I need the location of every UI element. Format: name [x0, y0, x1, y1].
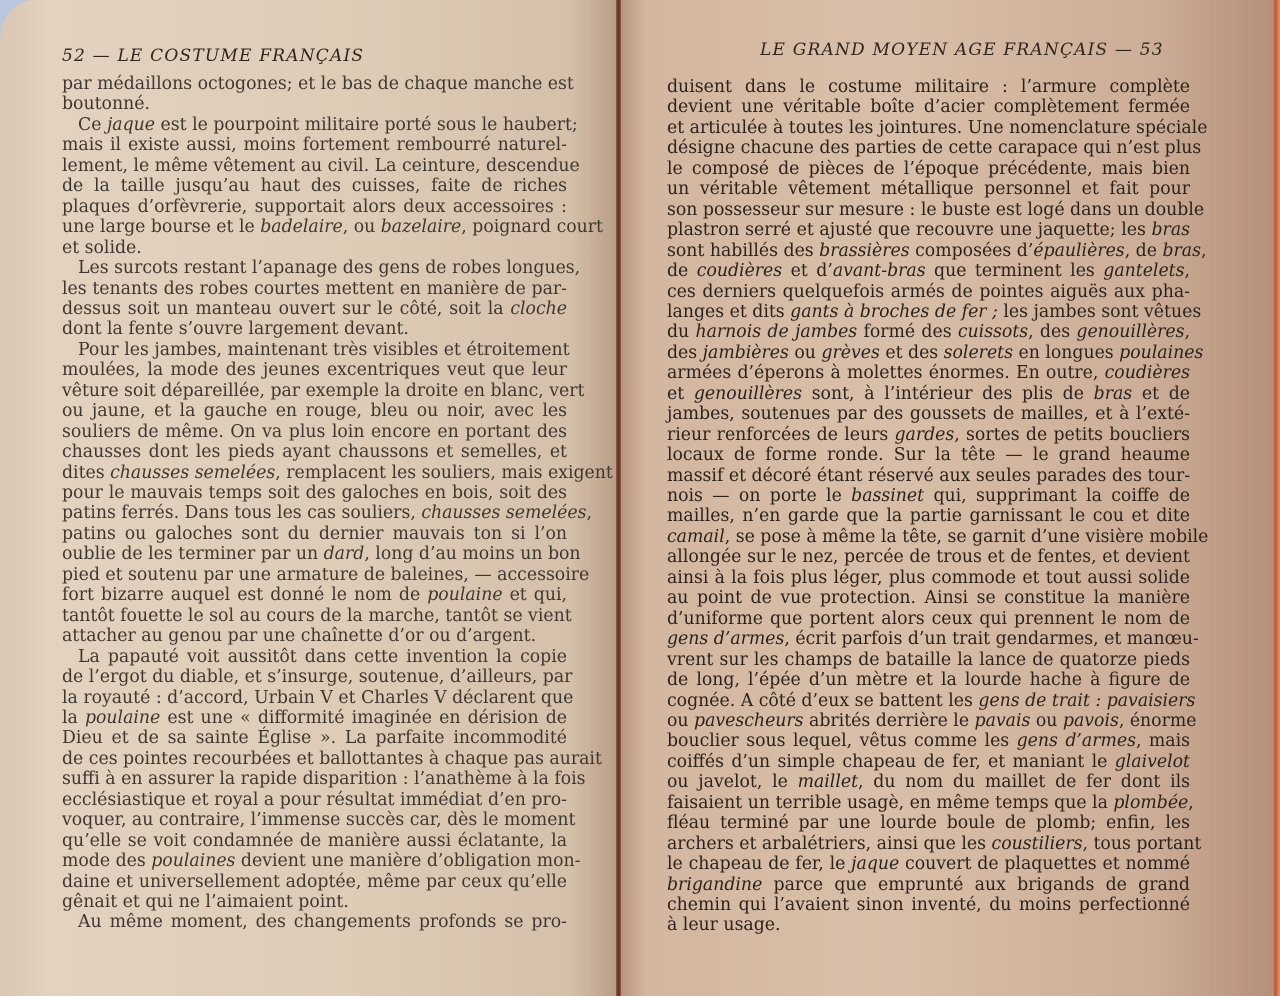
text-line: cognée. A côté d’eux se battent les gens de trait : pavaisiers	[667, 690, 1196, 711]
text-line: coiffés d’un simple chapeau de fer, et maniant le glaivelot	[667, 751, 1190, 772]
text-line: à leur usage.	[667, 915, 781, 936]
text-line: au point de vue protection. Ainsi se constitue la manière	[667, 588, 1190, 609]
italic-term: gens d’armes	[667, 629, 785, 650]
italic-term: coudières	[1104, 363, 1190, 384]
text-line: attacher au genou par une chaînette d’or ou d’argent.	[62, 626, 537, 647]
text-line: des jambières ou grèves et des solerets en longues poulaines	[667, 342, 1204, 363]
italic-term: jaque	[106, 114, 156, 135]
text-line: désigne chacune des parties de cette carapace qui n’est plus	[667, 138, 1202, 159]
text-line: ces derniers quelquefois armés de pointes aiguës aux pha-	[667, 281, 1190, 302]
text-line: duisent dans le costume militaire : l’armure complète	[667, 77, 1190, 97]
text-line: Ce jaque est le pourpoint militaire porté sous le haubert;	[78, 114, 578, 135]
italic-term: pavescheurs	[694, 710, 804, 731]
italic-term: dard	[323, 544, 365, 565]
italic-term: gants à broches de fer ;	[790, 301, 998, 322]
text-line: de long, l’épée d’un mètre et la lourde hache à figure de	[667, 670, 1190, 691]
left-running-head: 52 — LE COSTUME FRANÇAIS	[62, 46, 365, 66]
text-line: lement, le même vêtement au civil. La ceinture, descendue	[62, 155, 580, 176]
italic-term: pavais	[974, 710, 1031, 731]
text-line: massif et décoré étant réservé aux seules parades des tour-	[667, 465, 1191, 486]
book-gutter	[616, 0, 621, 996]
italic-term: solerets	[943, 342, 1013, 363]
italic-term: poulaines	[151, 851, 236, 872]
italic-term: gens de trait : pavaisiers	[978, 690, 1196, 711]
italic-term: jaque	[851, 854, 900, 875]
text-line: plastron serré et ajusté que recouvre une jaquette; les bras	[667, 220, 1190, 241]
italic-term: gantelets	[1103, 261, 1185, 282]
text-line: tantôt fouette le sol au cours de la marche, tantôt se vient	[62, 605, 572, 626]
text-line: un véritable vêtement métallique personnel et fait pour	[667, 179, 1190, 200]
text-line: du harnois de jambes formé des cuissots, des genouillères,	[667, 322, 1191, 343]
italic-term: glaivelot	[1114, 751, 1190, 772]
italic-term: grèves	[821, 342, 880, 363]
text-line: bouclier sous lequel, vêtus comme les gens d’armes, mais	[667, 731, 1190, 752]
italic-term: maillet	[797, 772, 859, 793]
text-line: Dieu et de sa sainte Église ». La parfaite incommodité	[62, 728, 567, 749]
text-line: de ces pointes recourbées et ballottantes à chaque pas aurait	[62, 748, 602, 769]
text-line: les tenants des robes courtes mettent en manière de par-	[62, 278, 567, 299]
text-line: la poulaine est une « difformité imaginée en dérision de	[62, 707, 567, 728]
italic-term: bras	[1093, 383, 1133, 404]
text-line: Les surcots restant l’apanage des gens de robes longues,	[78, 258, 581, 279]
text-line: ainsi à la fois plus léger, plus commode et tout aussi solide	[667, 567, 1190, 588]
italic-term: poulaine	[427, 585, 503, 606]
text-line: archers et arbalétriers, ainsi que les coustiliers, tous portant	[667, 833, 1202, 854]
text-line: par médaillons octogones; et le bas de chaque manche est	[62, 74, 574, 94]
text-line: qu’elle se voit condamnée de manière aussi éclatante, la	[62, 830, 567, 851]
text-line: armées d’éperons à molettes énormes. En outre, coudières	[667, 363, 1190, 384]
text-line: suffi à en assurer la rapide disparition : l’anathème à la fois	[62, 769, 586, 790]
text-line: chemin qui l’avaient sinon inventé, du moins perfectionné	[667, 895, 1190, 915]
text-line: plaques d’orfèvrerie, supportait alors deux accessoires :	[62, 196, 567, 217]
text-line: voquer, au contraire, l’immense succès car, dès le moment	[62, 810, 576, 831]
text-line: fléau terminé par une lourde boule de plomb; enfin, les	[667, 813, 1190, 834]
italic-term: plombée	[1113, 792, 1189, 813]
italic-term: bras	[1162, 240, 1201, 261]
italic-term: gens d’armes	[1016, 731, 1136, 752]
text-line: pied et soutenu par une armature de baleines, — accessoire	[62, 564, 590, 585]
italic-term: genouillères	[1076, 322, 1185, 343]
text-line: de la taille jusqu’au haut des cuisses, faite de riches	[62, 176, 567, 197]
text-line: ou pavescheurs abrités derrière le pavais ou pavois, énorme	[667, 710, 1197, 731]
italic-term: coustiliers	[991, 833, 1083, 854]
right-page	[620, 0, 1280, 996]
italic-term: coudières	[696, 261, 783, 282]
text-line: sont habillés des brassières composées d’épaulières, de bras,	[667, 240, 1207, 261]
text-line: locaux de forme ronde. Sur la tête — le grand heaume	[667, 445, 1190, 466]
text-line: souliers de même. On va plus loin encore en portant des	[62, 421, 567, 442]
italic-term: bras	[1151, 220, 1190, 241]
text-line: La papauté voit aussitôt dans cette invention la copie	[78, 646, 567, 667]
text-line: et solide.	[62, 237, 142, 258]
text-line: faisaient un terrible usagè, en même temps que la plombée,	[667, 792, 1194, 813]
text-line: ecclésiastique et royal a pour résultat immédiat d’en pro-	[62, 789, 567, 810]
text-line: et articulée à toutes les jointures. Une nomenclature spéciale	[667, 117, 1208, 138]
text-line: nois — on porte le bassinet qui, supprimant la coiffe de	[667, 486, 1190, 506]
text-line: pour le mauvais temps soit des galoches en bois, soit des	[62, 483, 567, 503]
text-line: d’uniforme que portent alors ceux qui prennent le nom de	[667, 608, 1190, 629]
italic-term: cuissots	[957, 322, 1029, 343]
text-line: brigandine parce que emprunté aux brigands de grand	[667, 874, 1190, 895]
text-line: la royauté : d’accord, Urbain V et Charles V déclarent que	[62, 687, 574, 708]
text-line: ou jaune, et la gauche en rouge, bleu ou noir, avec les	[62, 401, 567, 422]
text-line: son possesseur sur mesure : le buste est logé dans un double	[667, 199, 1205, 220]
text-line: dessus soit un manteau ouvert sur le côté, soit la cloche	[62, 298, 567, 319]
text-line: de coudières et d’avant-bras que terminent les gantelets,	[667, 261, 1190, 282]
text-line: patins ferrés. Dans tous les cas souliers, chausses semelées,	[62, 503, 592, 524]
italic-term: genouillères	[693, 383, 802, 404]
italic-term: chausses semelées	[421, 503, 587, 524]
text-line: gens d’armes, écrit parfois d’un trait gendarmes, et manœu-	[667, 629, 1199, 650]
text-line: allongée sur le nez, percée de trous et de fentes, et devient	[667, 547, 1190, 568]
text-line: Au même moment, des changements profonds se pro-	[78, 912, 567, 933]
text-line: boutonné.	[62, 94, 150, 115]
italic-term: jambières	[702, 342, 789, 363]
text-line: mailles, n’en garde que la partie garnissant le cou et dite	[667, 506, 1190, 527]
text-line: vêture soit dépareillée, par exemple la droite en blanc, vert	[62, 380, 585, 401]
text-line: Pour les jambes, maintenant très visibles et étroitement	[78, 339, 570, 360]
italic-term: bazelaire	[380, 217, 462, 238]
italic-term: chausses semelées	[110, 462, 276, 483]
text-line: oublie de les terminer par un dard, long d’au moins un bon	[62, 544, 581, 565]
book-edge	[1272, 0, 1280, 996]
text-line: dont la fente s’ouvre largement devant.	[62, 319, 409, 340]
italic-term: cloche	[510, 298, 567, 319]
text-line: de l’ergot du diable, et s’insurge, soutenue, d’ailleurs, par	[62, 667, 573, 688]
text-line: camail, se pose à même la tête, se garnit d’une visière mobile	[667, 526, 1209, 547]
italic-term: brigandine	[667, 874, 763, 895]
text-line: le composé de pièces de l’époque précédente, mais bien	[667, 158, 1190, 179]
text-line: gênait et qui ne l’aimaient point.	[62, 892, 349, 912]
text-line: dites chausses semelées, remplacent les souliers, mais exigent	[62, 462, 613, 483]
text-line: mais il existe aussi, moins fortement rembourré naturel-	[62, 135, 567, 156]
italic-term: harnois de jambes	[695, 322, 858, 343]
italic-term: poulaines	[1119, 342, 1204, 363]
italic-term: poulaine	[84, 707, 161, 728]
text-line: ou javelot, le maillet, du nom du maillet de fer dont ils	[667, 772, 1190, 793]
italic-term: épaulières	[1033, 240, 1125, 261]
text-line: une large bourse et le badelaire, ou bazelaire, poignard court	[62, 217, 603, 238]
text-line: rieur renforcées de leurs gardes, sortes de petits boucliers	[667, 424, 1190, 445]
text-line: vrent sur les champs de bataille la lance de quatorze pieds	[667, 649, 1190, 670]
text-line: moulées, la mode des jeunes excentriques veut que leur	[62, 360, 567, 381]
italic-term: camail	[667, 526, 725, 547]
text-line: devient une véritable boîte d’acier complètement fermée	[667, 97, 1190, 118]
text-line: patins ou galoches sont du dernier mauvais ton si l’on	[62, 523, 567, 544]
text-line: langes et dits gants à broches de fer ; les jambes sont vêtues	[667, 301, 1202, 322]
left-page	[0, 0, 620, 996]
italic-term: bassinet	[851, 486, 925, 506]
text-line: fort bizarre auquel est donné le nom de poulaine et qui,	[62, 585, 567, 606]
italic-term: gardes	[894, 424, 955, 445]
text-line: daine et universellement adoptée, même par ceux qu’elle	[62, 871, 567, 892]
italic-term: avant-bras	[832, 261, 926, 282]
text-line: et genouillères sont, à l’intérieur des plis de bras et de	[667, 383, 1190, 404]
text-line: le chapeau de fer, le jaque couvert de plaquettes et nommé	[667, 854, 1190, 875]
italic-term: badelaire	[260, 217, 343, 238]
italic-term: brassières	[819, 240, 910, 261]
text-line: mode des poulaines devient une manière d’obligation mon-	[62, 851, 581, 872]
text-line: jambes, soutenues par des goussets de mailles, et à l’exté-	[667, 404, 1190, 425]
text-line: chausses dont les pieds ayant chaussons et semelles, et	[62, 442, 567, 463]
right-running-head: LE GRAND MOYEN AGE FRANÇAIS — 53	[760, 40, 1164, 60]
italic-term: pavois	[1062, 710, 1119, 731]
